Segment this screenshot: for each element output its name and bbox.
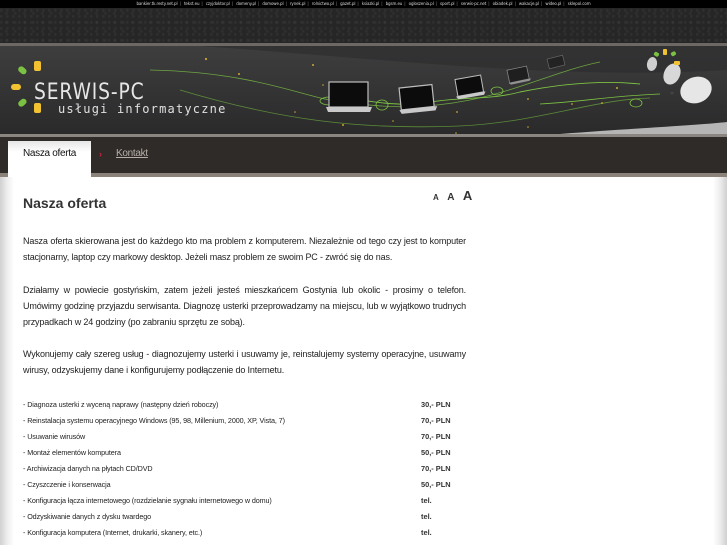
top-link[interactable]: bankier.tk.resty.net.pl: [136, 1, 178, 6]
top-link[interactable]: domowe.pl: [262, 1, 284, 6]
price-row: [23, 493, 463, 509]
service-name: - Diagnoza usterki z wyceną naprawy (następny dzień roboczy): [23, 399, 219, 409]
top-link[interactable]: gazet.pl: [340, 1, 356, 6]
service-price: 50,- PLN: [421, 447, 451, 457]
top-link[interactable]: wakacje.pl: [518, 1, 539, 6]
top-link[interactable]: domeny.pl: [236, 1, 256, 6]
top-link[interactable]: ogloszenia.pl: [408, 1, 434, 6]
price-row: [23, 412, 463, 428]
area-paragraph: Działamy w powiecie gostyńskim, zatem jeżeli jesteś mieszkańcem Gostynia lub okolic - prosimy o telefon. Umówimy godzinę przyjazdu serwisanta. Diagnozę usterki przeprowadzamy na miejscu, lub w wyjątkowo trudnych przypadkach w 24 godziny (po zabraniu sprzętu ze sobą).: [23, 285, 466, 328]
top-link[interactable]: ksiazki.pl: [361, 1, 380, 6]
page-title: Nasza oferta: [23, 195, 107, 211]
intro-paragraph: Nasza oferta skierowana jest do każdego kto ma problem z komputerem. Niezależnie od tego czy jest to komputer stacjonarny, laptop czy markowy desktop. Jeżeli masz problem ze swoim PC - zwróć się do nas.: [23, 236, 466, 263]
top-link[interactable]: wideo.pl: [545, 1, 562, 6]
content-shadow-left: [0, 177, 14, 545]
service-price: 70,- PLN: [421, 415, 451, 425]
service-price: tel.: [421, 512, 432, 522]
price-row: [23, 428, 463, 444]
font-size-medium-button[interactable]: A: [447, 192, 455, 203]
price-row: [23, 476, 463, 492]
service-price: tel.: [421, 528, 432, 538]
top-links-bar: bankier.tk.resty.net.pl | tekst.eu | czyjdoktor.pl | domeny.pl | domowe.pl | rynek.pl | rolnictwo.pl | gazet.pl | ksiazki.pl | bgsm.eu | ogloszenia.pl | sport.pl | serwis-pc.net | obiadek.pl | wakacje.pl | wideo.pl | sklepol.com: [0, 0, 727, 8]
price-list: [23, 396, 463, 541]
services-paragraph: Wykonujemy cały szereg usług - diagnozujemy usterki i usuwamy je, reinstalujemy systemy operacyjne, usuwamy wirusy, odzyskujemy dane i konfigurujemy podłączenie do Internetu.: [23, 349, 466, 376]
service-price: 30,- PLN: [421, 399, 451, 409]
service-price: 70,- PLN: [421, 463, 451, 473]
service-name: - Odzyskiwanie danych z dysku twardego: [23, 512, 152, 522]
top-link[interactable]: obiadek.pl: [492, 1, 513, 6]
font-size-small-button[interactable]: A: [433, 193, 439, 202]
service-name: - Konfiguracja komputera (Internet, drukarki, skanery, etc.): [23, 528, 203, 538]
price-row: [23, 509, 463, 525]
service-name: - Reinstalacja systemu operacyjnego Windows (95, 98, Millenium, 2000, XP, Vista, 7): [23, 415, 285, 425]
content-shadow-right: [713, 177, 727, 545]
service-name: - Usuwanie wirusów: [23, 431, 86, 441]
top-link[interactable]: rolnictwo.pl: [311, 1, 334, 6]
service-price: 50,- PLN: [421, 480, 451, 490]
font-size-controls: [433, 187, 476, 205]
nav-tab-nasza-oferta[interactable]: Nasza oferta: [8, 141, 91, 178]
header-texture-strip: [0, 8, 727, 44]
service-name: - Konfiguracja łącza internetowego (rozdzielanie sygnału internetowego w domu): [23, 496, 272, 506]
main-nav: [0, 137, 727, 174]
service-name: - Montaż elementów komputera: [23, 447, 121, 457]
logo-text[interactable]: SERWIS-PC: [34, 80, 145, 105]
service-name: - Czyszczenie i konserwacja: [23, 480, 111, 490]
top-link[interactable]: bgsm.eu: [385, 1, 403, 6]
font-size-large-button[interactable]: A: [462, 188, 473, 203]
price-row: [23, 444, 463, 460]
top-link[interactable]: serwis-pc.net: [460, 1, 487, 6]
divider: [0, 173, 727, 177]
price-row: [23, 525, 463, 541]
service-name: - Archiwizacja danych na płytach CD/DVD: [23, 463, 153, 473]
top-link[interactable]: sport.pl: [440, 1, 455, 6]
top-link[interactable]: tekst.eu: [183, 1, 200, 6]
service-price: tel.: [421, 496, 432, 506]
top-link[interactable]: rynek.pl: [289, 1, 306, 6]
price-row: [23, 460, 463, 476]
nav-link-kontakt[interactable]: Kontakt: [116, 148, 148, 159]
logo-subtitle: usługi informatyczne: [58, 102, 227, 116]
top-link[interactable]: sklepol.com: [567, 1, 591, 6]
service-price: 70,- PLN: [421, 431, 451, 441]
top-link[interactable]: czyjdoktor.pl: [205, 1, 230, 6]
chevron-right-icon: ›: [99, 149, 102, 159]
price-row: [23, 396, 463, 412]
